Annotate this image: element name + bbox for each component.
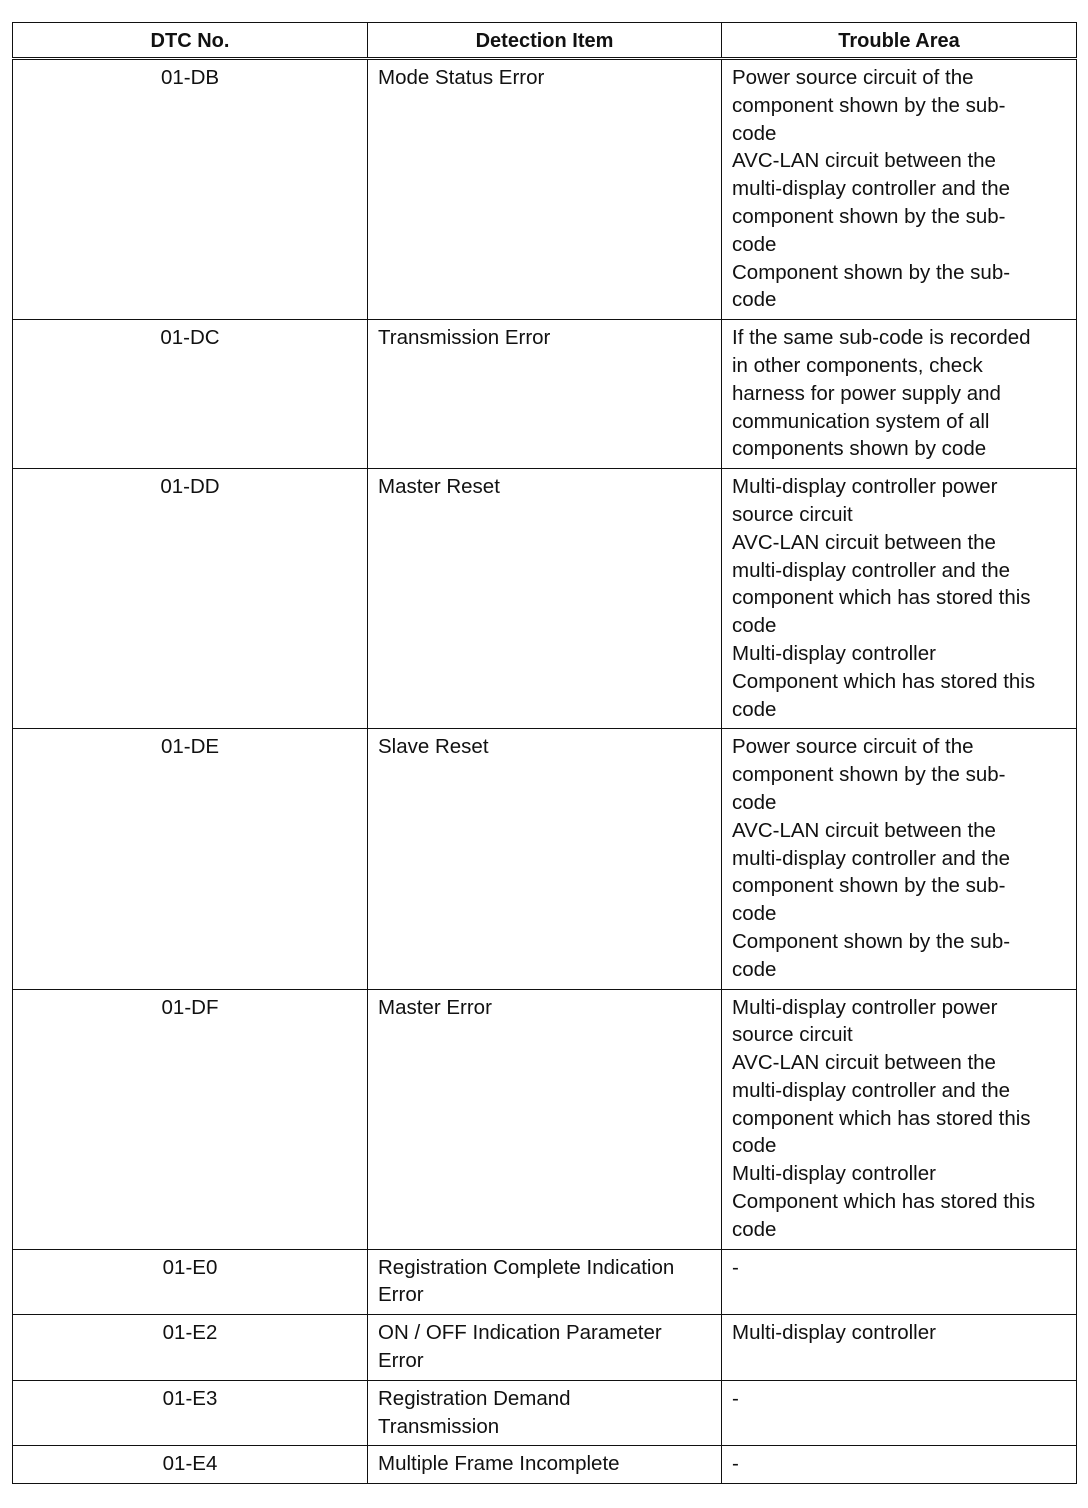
trouble-area-line: - — [732, 1452, 739, 1476]
detection-item-line: Error — [378, 1283, 424, 1307]
trouble-area-line: multi-display controller and the — [732, 177, 1011, 201]
detection-item-cell — [368, 1380, 722, 1446]
trouble-area-cell — [722, 989, 1077, 1249]
detection-item-line: Registration Demand — [378, 1386, 571, 1410]
detection-item-cell — [368, 1315, 722, 1381]
detection-item-line: Slave Reset — [378, 735, 489, 759]
dtc-code-cell: 01-DD — [13, 469, 368, 729]
trouble-area-line: component which has stored this — [732, 586, 1031, 610]
trouble-area-line: - — [732, 1386, 739, 1410]
table-row — [13, 1315, 1077, 1381]
table-body — [13, 59, 1077, 1484]
trouble-area-line: Multi-display controller — [732, 1321, 936, 1345]
header-dtc-no: DTC No. — [13, 23, 368, 59]
detection-item-cell — [368, 1446, 722, 1484]
trouble-area-line: Multi-display controller — [732, 1162, 936, 1186]
detection-item-line: Master Reset — [378, 475, 500, 499]
trouble-area-line: Power source circuit of the — [732, 735, 974, 759]
trouble-area-line: code — [732, 790, 777, 814]
table-row — [13, 989, 1077, 1249]
table-row — [13, 1446, 1077, 1484]
dtc-table-page — [12, 22, 1076, 1484]
header-detection-item: Detection Item — [368, 23, 722, 59]
detection-item-line: Error — [378, 1349, 424, 1373]
trouble-area-line: Multi-display controller power — [732, 995, 998, 1019]
trouble-area-line: If the same sub-code is recorded — [732, 326, 1031, 350]
detection-item-cell — [368, 59, 722, 320]
trouble-area-line: component shown by the sub- — [732, 763, 1006, 787]
trouble-area-line: in other components, check — [732, 353, 983, 377]
dtc-code-cell: 01-E3 — [13, 1380, 368, 1446]
trouble-area-line: code — [732, 232, 777, 256]
trouble-area-cell — [722, 59, 1077, 320]
detection-item-cell — [368, 729, 722, 989]
trouble-area-line: components shown by code — [732, 437, 987, 461]
trouble-area-line: communication system of all — [732, 409, 990, 433]
table-row — [13, 1249, 1077, 1315]
trouble-area-line: multi-display controller and the — [732, 1078, 1011, 1102]
detection-item-cell — [368, 320, 722, 469]
trouble-area-line: AVC-LAN circuit between the — [732, 149, 996, 173]
trouble-area-line: code — [732, 957, 777, 981]
trouble-area-cell — [722, 1315, 1077, 1381]
trouble-area-line: source circuit — [732, 1023, 853, 1047]
trouble-area-line: Component which has stored this — [732, 669, 1036, 693]
trouble-area-cell — [722, 1380, 1077, 1446]
detection-item-cell — [368, 989, 722, 1249]
header-trouble-area: Trouble Area — [722, 23, 1077, 59]
detection-item-line: Master Error — [378, 995, 492, 1019]
trouble-area-line: code — [732, 288, 777, 312]
trouble-area-line: AVC-LAN circuit between the — [732, 818, 996, 842]
trouble-area-line: Multi-display controller — [732, 641, 936, 665]
trouble-area-line: AVC-LAN circuit between the — [732, 530, 996, 554]
trouble-area-cell — [722, 320, 1077, 469]
dtc-code-cell: 01-E2 — [13, 1315, 368, 1381]
table-row — [13, 469, 1077, 729]
dtc-table — [12, 22, 1077, 1484]
trouble-area-line: component shown by the sub- — [732, 874, 1006, 898]
trouble-area-line: code — [732, 1134, 777, 1158]
trouble-area-line: code — [732, 121, 777, 145]
trouble-area-cell — [722, 469, 1077, 729]
trouble-area-line: AVC-LAN circuit between the — [732, 1051, 996, 1075]
trouble-area-line: Component shown by the sub- — [732, 929, 1011, 953]
detection-item-cell — [368, 1249, 722, 1315]
detection-item-line: Registration Complete Indication — [378, 1255, 675, 1279]
detection-item-line: Transmission — [378, 1414, 500, 1438]
table-row — [13, 320, 1077, 469]
table-header-row — [13, 23, 1077, 59]
trouble-area-line: component which has stored this — [732, 1106, 1031, 1130]
trouble-area-line: multi-display controller and the — [732, 846, 1011, 870]
trouble-area-cell — [722, 729, 1077, 989]
dtc-code-cell: 01-E0 — [13, 1249, 368, 1315]
dtc-code-cell: 01-DE — [13, 729, 368, 989]
table-row — [13, 59, 1077, 320]
detection-item-cell — [368, 469, 722, 729]
table-row — [13, 729, 1077, 989]
trouble-area-line: Component which has stored this — [732, 1190, 1036, 1214]
trouble-area-line: Component shown by the sub- — [732, 260, 1011, 284]
dtc-code-cell: 01-DC — [13, 320, 368, 469]
table-row — [13, 1380, 1077, 1446]
trouble-area-line: Multi-display controller power — [732, 475, 998, 499]
trouble-area-line: component shown by the sub- — [732, 204, 1006, 228]
trouble-area-line: code — [732, 614, 777, 638]
dtc-code-cell: 01-E4 — [13, 1446, 368, 1484]
dtc-code-cell: 01-DF — [13, 989, 368, 1249]
trouble-area-cell — [722, 1249, 1077, 1315]
trouble-area-line: source circuit — [732, 502, 853, 526]
detection-item-line: Multiple Frame Incomplete — [378, 1452, 620, 1476]
trouble-area-line: harness for power supply and — [732, 381, 1001, 405]
detection-item-line: Transmission Error — [378, 326, 551, 350]
detection-item-line: ON / OFF Indication Parameter — [378, 1321, 662, 1345]
trouble-area-line: multi-display controller and the — [732, 558, 1011, 582]
detection-item-line: Mode Status Error — [378, 66, 545, 89]
trouble-area-line: code — [732, 902, 777, 926]
trouble-area-line: - — [732, 1255, 739, 1279]
trouble-area-line: code — [732, 697, 777, 721]
trouble-area-line: component shown by the sub- — [732, 93, 1006, 117]
dtc-code-cell: 01-DB — [13, 59, 368, 320]
trouble-area-line: code — [732, 1217, 777, 1241]
trouble-area-line: Power source circuit of the — [732, 66, 974, 89]
trouble-area-cell — [722, 1446, 1077, 1484]
